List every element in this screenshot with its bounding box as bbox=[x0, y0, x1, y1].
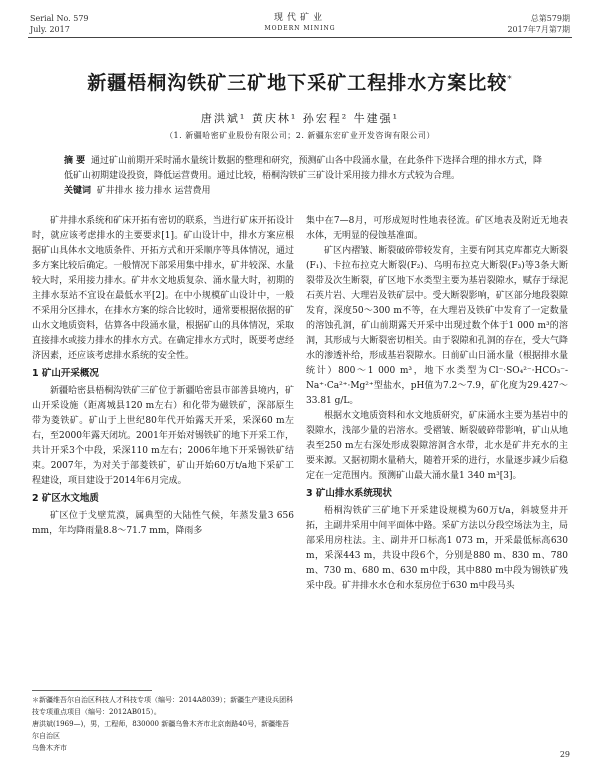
issue-date: 2017年7月第7期 bbox=[507, 25, 570, 34]
keywords-label: 关键词 bbox=[64, 186, 92, 196]
left-column bbox=[32, 214, 294, 539]
footnote-author: 唐洪斌(1969—)，男，工程师，830000 新疆乌鲁木齐市北京南路40号，新疆维吾尔自治区 bbox=[32, 720, 290, 740]
journal-name-en: MODERN MINING bbox=[264, 25, 336, 32]
section-2-heading: 2 矿区水文地质 bbox=[32, 493, 99, 504]
journal-name-cn: 现代矿业 bbox=[273, 13, 326, 23]
abstract-text: 通过矿山前期开采时涌水量统计数据的整理和研究，预测矿山各中段涌水量，在此条件下选择合理的排水方式，降低矿山初期建设投资，降低运营费用。通过比较，梧桐沟铁矿三矿设计采用接力排水方式较为合理。 bbox=[64, 156, 542, 181]
keywords bbox=[64, 184, 542, 199]
footnote-rule bbox=[32, 690, 152, 691]
keywords-text: 矿井排水 接力排水 运营费用 bbox=[96, 186, 211, 196]
article-title bbox=[30, 68, 570, 95]
intro-paragraph: 矿井排水系统和矿床开拓有密切的联系，当进行矿床开拓设计时，就应该考虑排水的主要要求[1]。矿山设计中，排水方案应根据矿山具体水文地质条件、开拓方式和开采顺序等具体情况，通过多方案比较后确定。一般情况下部采用集中排水，矿井较深、水量较大时，采用接力排水。矿井水文地质复杂、涌水量大时，初期的主排水泵站不宜设在最低水平[2]。在中小规模矿山设计中，一般不采用分区排水，在排水方案的综合比较时，通常要根据依据的矿山水文地质资料，估算各中段涌水量，根据矿山的具体情况，采取直接排水或接力排水的排水方式。在确定排水方式时，既要考虑经济因素，还应该考虑排水系统的安全性。 bbox=[32, 216, 294, 361]
title-footnote-mark: * bbox=[507, 74, 513, 85]
serial-number: Serial No. 579 bbox=[30, 14, 89, 23]
section-2-paragraph: 矿区位于戈壁荒漠，属典型的大陆性气候，年蒸发量3 656 mm，年均降雨量8.8～71.7 mm，降雨多 bbox=[32, 511, 294, 536]
right-column bbox=[306, 214, 568, 594]
section-2-continued: 集中在7—8月，可形成短时性地表径流。矿区地表及附近无地表水体，无明显的侵蚀基准面。 bbox=[306, 216, 568, 241]
abstract-label: 摘 要 bbox=[64, 156, 86, 166]
footnotes bbox=[32, 694, 294, 754]
issue-total: 总第579期 bbox=[530, 14, 570, 23]
affiliation: （1. 新疆哈密矿业股份有限公司；2. 新疆东宏矿业开发咨询有限公司） bbox=[165, 131, 435, 140]
section-1-heading: 1 矿山开采概况 bbox=[32, 368, 99, 379]
footnote-funding: ＊新疆维吾尔自治区科技人才科技专项（编号：2014A8039）；新疆生产建设兵团科技专项重点项目（编号：2012AB015）。 bbox=[32, 696, 294, 716]
footnote-author-cont: 乌鲁木齐市 bbox=[32, 744, 67, 752]
abstract-block bbox=[64, 154, 542, 199]
geology-paragraph: 矿区内褶皱、断裂破碎带较发育，主要有阿其克库都克大断裂(F₁)、卡拉布拉克大断裂(F₂)、乌明布拉克大断裂(F₃)等3条大断裂带及次生断裂，矿区地下水类型主要为基岩裂隙水，赋存于绿泥石英片岩、大理岩及铁矿层中。受大断裂影响，矿区部分地段裂隙发育，深度50～300 m不等，在大理岩及铁矿中发育了一定数量的溶蚀孔洞，矿山前期露天开采中出现过数个体于1 000 m³的溶洞，其形成与大断裂密切相关。由于裂隙和孔洞的存在，受大气降水的渗透补给，形成基岩裂隙水。日前矿山日涌水量（根据排水量统计）800～1 000 m³，地下水类型为Cl⁻·SO₄²⁻·HCO₃⁻-Na⁺·Ca²⁺·Mg²⁺型盐水，pH值为7.2～7.9，矿化度为29.427～33.81 g/L。 bbox=[306, 246, 568, 406]
header-date: July. 2017 bbox=[30, 25, 70, 34]
authors: 唐洪斌¹ 黄庆林¹ 孙宏程² 牛建强¹ bbox=[200, 112, 400, 125]
page-number: 29 bbox=[559, 750, 570, 759]
abstract bbox=[64, 154, 542, 184]
hydrogeology-paragraph: 根据水文地质资料和水文地质研究，矿床涌水主要为基岩中的裂隙水，浅部少量的岩溶水。受褶皱、断裂破碎带影响，矿山从地表至250 m左右深处形成裂隙溶洞含水带，北水是矿井充水的主要来源。又据初期水量稍大，随着开采的进行，水量逐步减少后稳定在一定范围内。预测矿山最大涌水量1 340 m³[3]。 bbox=[306, 411, 568, 481]
section-3-heading: 3 矿山排水系统现状 bbox=[306, 488, 392, 499]
section-3-paragraph: 梧桐沟铁矿三矿地下开采建设规模为60万t/a，斜坡竖井开拓，主副井采用中间平面体中路。采矿方法以分段空场法为主，局部采用房柱法。主、副井开口标高1 073 m，开采最低标高630 m，采深443 m，共设中段6个，分别是880 m、830 m、780 m、730 m、680 m、630 m中段，其中880 m中段为锡铁矿残采中段。矿井排水水仓和水泵房位于630 m中段马头 bbox=[306, 506, 568, 591]
header-rule bbox=[28, 37, 572, 38]
section-1-paragraph: 新疆哈密县梧桐沟铁矿三矿位于新疆哈密县市部善县境内，矿山开采设施（距离城县120 m左右）和化带为磁铁矿，深部原生带为菱铁矿。矿山于上世纪80年代开始露天开采，采深60 m左右，至2000年露天闭坑。2001年开始对锡铁矿的地下开采工作，共计开采3个中段，采深110 m左右；2006年地下开采锡铁矿结束。2007年，为对关于部菱铁矿，矿山开始60万t/a地下采矿工程建设，项目建设于2014年6月完成。 bbox=[32, 386, 294, 486]
article-title-text: 新疆梧桐沟铁矿三矿地下采矿工程排水方案比较 bbox=[87, 72, 508, 94]
